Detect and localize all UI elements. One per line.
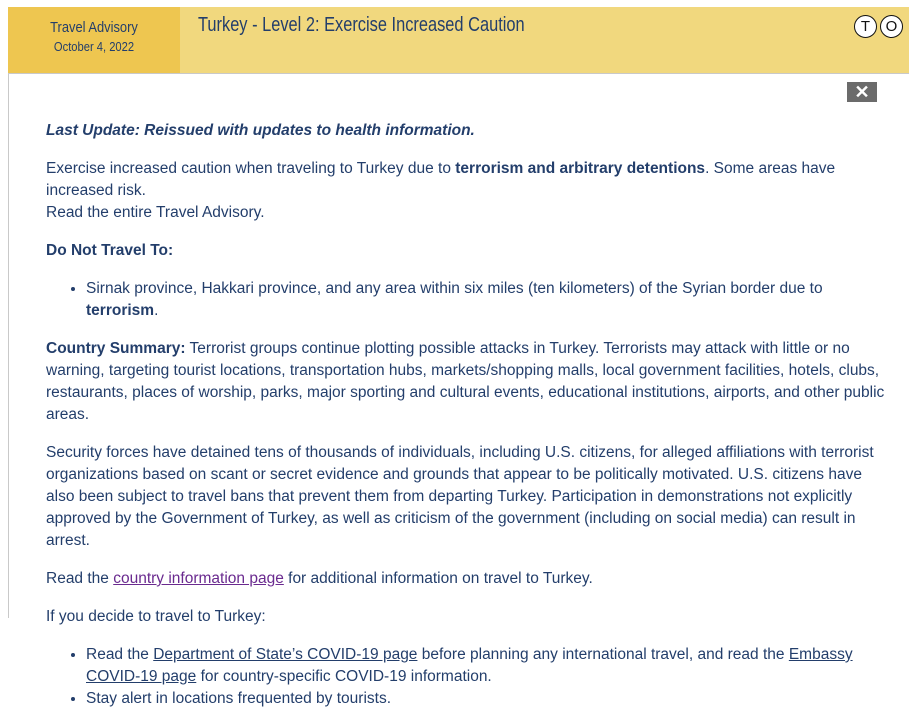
summary-label: Country Summary:	[46, 340, 186, 357]
advisory-date: October 4, 2022	[53, 39, 135, 54]
do-not-travel-list	[46, 278, 886, 322]
dntt-item-bold: terrorism	[86, 302, 155, 319]
intro-text-end: . Some areas have increased risk.	[46, 160, 836, 199]
o-circle-button[interactable]: O	[880, 15, 903, 38]
country-information-link[interactable]: country information page	[113, 570, 284, 587]
t-circle-button[interactable]: T	[854, 15, 877, 38]
intro-risk-bold: terrorism and arbitrary detentions	[455, 160, 706, 177]
advice-list	[46, 644, 886, 710]
last-update: Last Update: Reissued with updates to health information.	[46, 122, 475, 139]
read-country-info	[46, 568, 886, 590]
list-item	[86, 278, 886, 322]
state-covid-link[interactable]: Department of State’s COVID-19 page	[153, 646, 418, 663]
advisory-panel	[8, 74, 909, 707]
summary-text: Terrorist groups continue plotting possible attacks in Turkey. Terrorists may attack with little or no warning, targeting tourist locations, transportation hubs, markets/shopping malls, local government facilities, hotels, clubs, restaurants, places of worship, parks, major sporting and cultural events, educational institutions, airports, and other public areas.	[46, 340, 885, 423]
list-item: • Stay alert in locations frequented by tourists.	[86, 688, 886, 710]
close-icon: ✕	[854, 82, 870, 102]
security-paragraph: Security forces have detained tens of thousands of individuals, including U.S. citizens, for alleged affiliations with terrorist organizations based on scant or secret evidence and grounds that appear to be politically motivated. U.S. citizens have also been subject to travel bans that prevent them from departing Turkey. Participation in demonstrations not explicitly approved by the Government of Turkey, as well as criticism of the government (including on social media) can result in arrest.	[46, 444, 874, 549]
embassy-covid-link[interactable]: Embassy COVID-19 page	[86, 646, 853, 685]
covid-mid: before planning any international travel, and read the	[417, 646, 789, 663]
read-entire-advisory: Read the entire Travel Advisory.	[46, 204, 265, 221]
if-you-decide: If you decide to travel to Turkey:	[46, 608, 266, 625]
advisory-header	[8, 7, 909, 74]
dntt-item-end: .	[154, 302, 159, 319]
advisory-date-box	[8, 7, 180, 73]
do-not-travel-heading	[46, 240, 886, 262]
country-summary	[46, 338, 886, 426]
page-title: Turkey - Level 2: Exercise Increased Caution	[198, 14, 525, 36]
do-not-travel-label: Do Not Travel To:	[46, 242, 174, 259]
advisory-label: Travel Advisory	[50, 19, 138, 36]
dntt-item-text: Sirnak province, Hakkari province, and any area within six miles (ten kilometers) of the Syrian border due to	[86, 280, 823, 297]
read-pre: Read the	[46, 570, 114, 587]
advisory-content	[46, 120, 886, 726]
close-button[interactable]	[847, 82, 877, 102]
read-post: for additional information on travel to Turkey.	[283, 570, 593, 587]
intro-text: Exercise increased caution when traveling to Turkey due to	[46, 160, 456, 177]
header-buttons	[854, 15, 903, 38]
list-item	[86, 644, 886, 688]
covid-pre: Read the	[86, 646, 154, 663]
covid-post: for country-specific COVID-19 information.	[196, 668, 492, 685]
intro-paragraph	[46, 158, 886, 224]
